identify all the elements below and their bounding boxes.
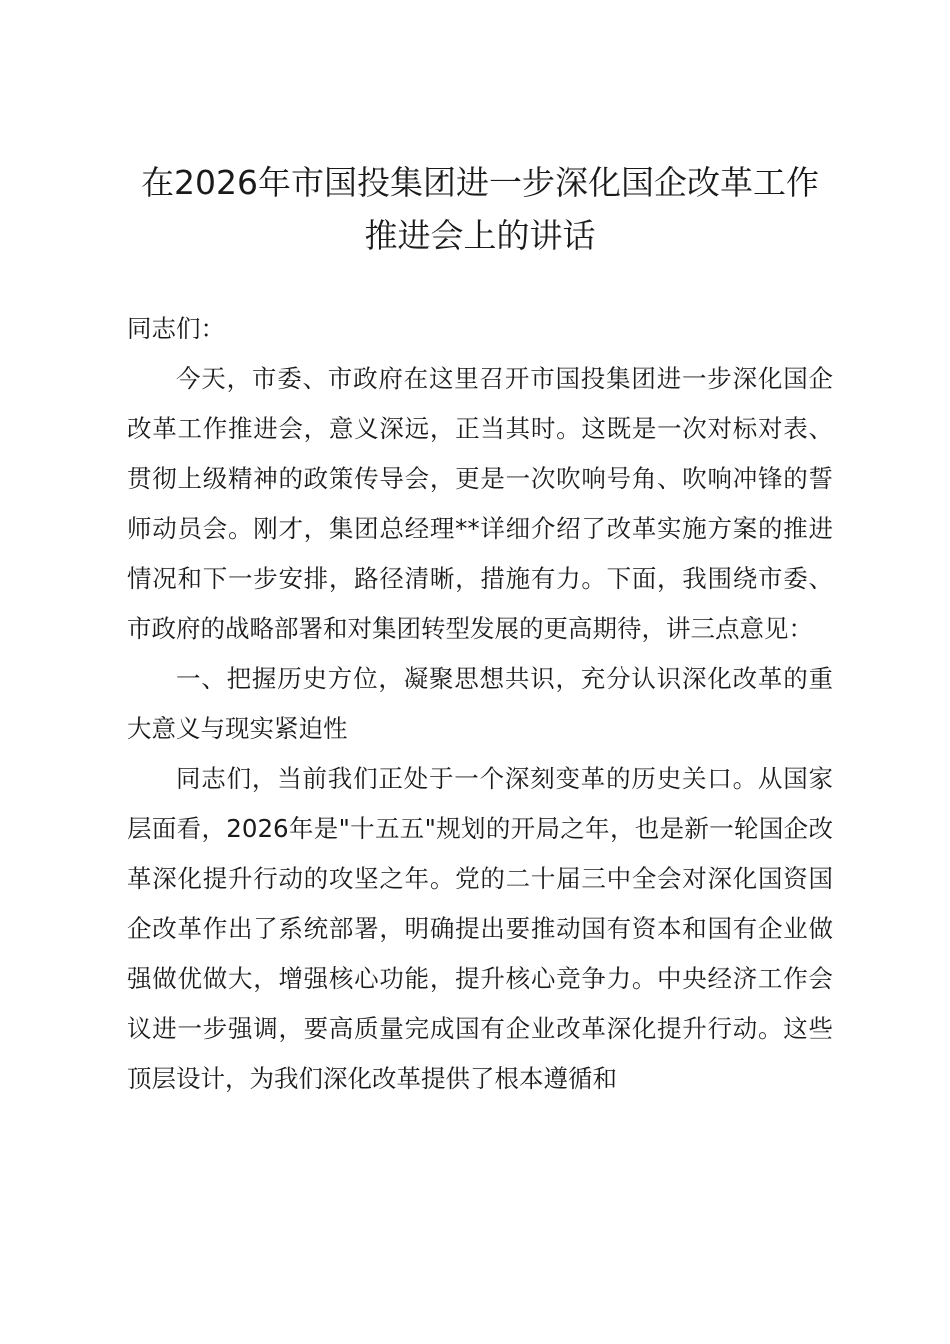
document-title: 在2026年市国投集团进一步深化国企改革工作推进会上的讲话 xyxy=(141,163,819,255)
document-body xyxy=(127,304,833,1104)
paragraph-intro: 今天，市委、市政府在这里召开市国投集团进一步深化国企改革工作推进会，意义深远，正当其时。这既是一次对标对表、贯彻上级精神的政策传导会，更是一次吹响号角、吹响冲锋的誓师动员会。刚才，集团总经理**详细介绍了改革实施方案的推进情况和下一步安排，路径清晰，措施有力。下面，我围绕市委、市政府的战略部署和对集团转型发展的更高期待，讲三点意见： xyxy=(127,364,833,643)
document-page xyxy=(127,150,833,1104)
paragraph-section-1: 同志们，当前我们正处于一个深刻变革的历史关口。从国家层面看，2026年是"十五五"规划的开局之年，也是新一轮国企改革深化提升行动的攻坚之年。党的二十届三中全会对深化国资国企改革作出了系统部署，明确提出要推动国有资本和国有企业做强做优做大，增强核心功能，提升核心竞争力。中央经济工作会议进一步强调，要高质量完成国有企业改革深化提升行动。这些顶层设计，为我们深化改革提供了根本遵循和 xyxy=(127,764,833,1093)
salutation: 同志们： xyxy=(127,314,225,343)
section-heading-1: 一、把握历史方位，凝聚思想共识，充分认识深化改革的重大意义与现实紧迫性 xyxy=(127,664,833,743)
